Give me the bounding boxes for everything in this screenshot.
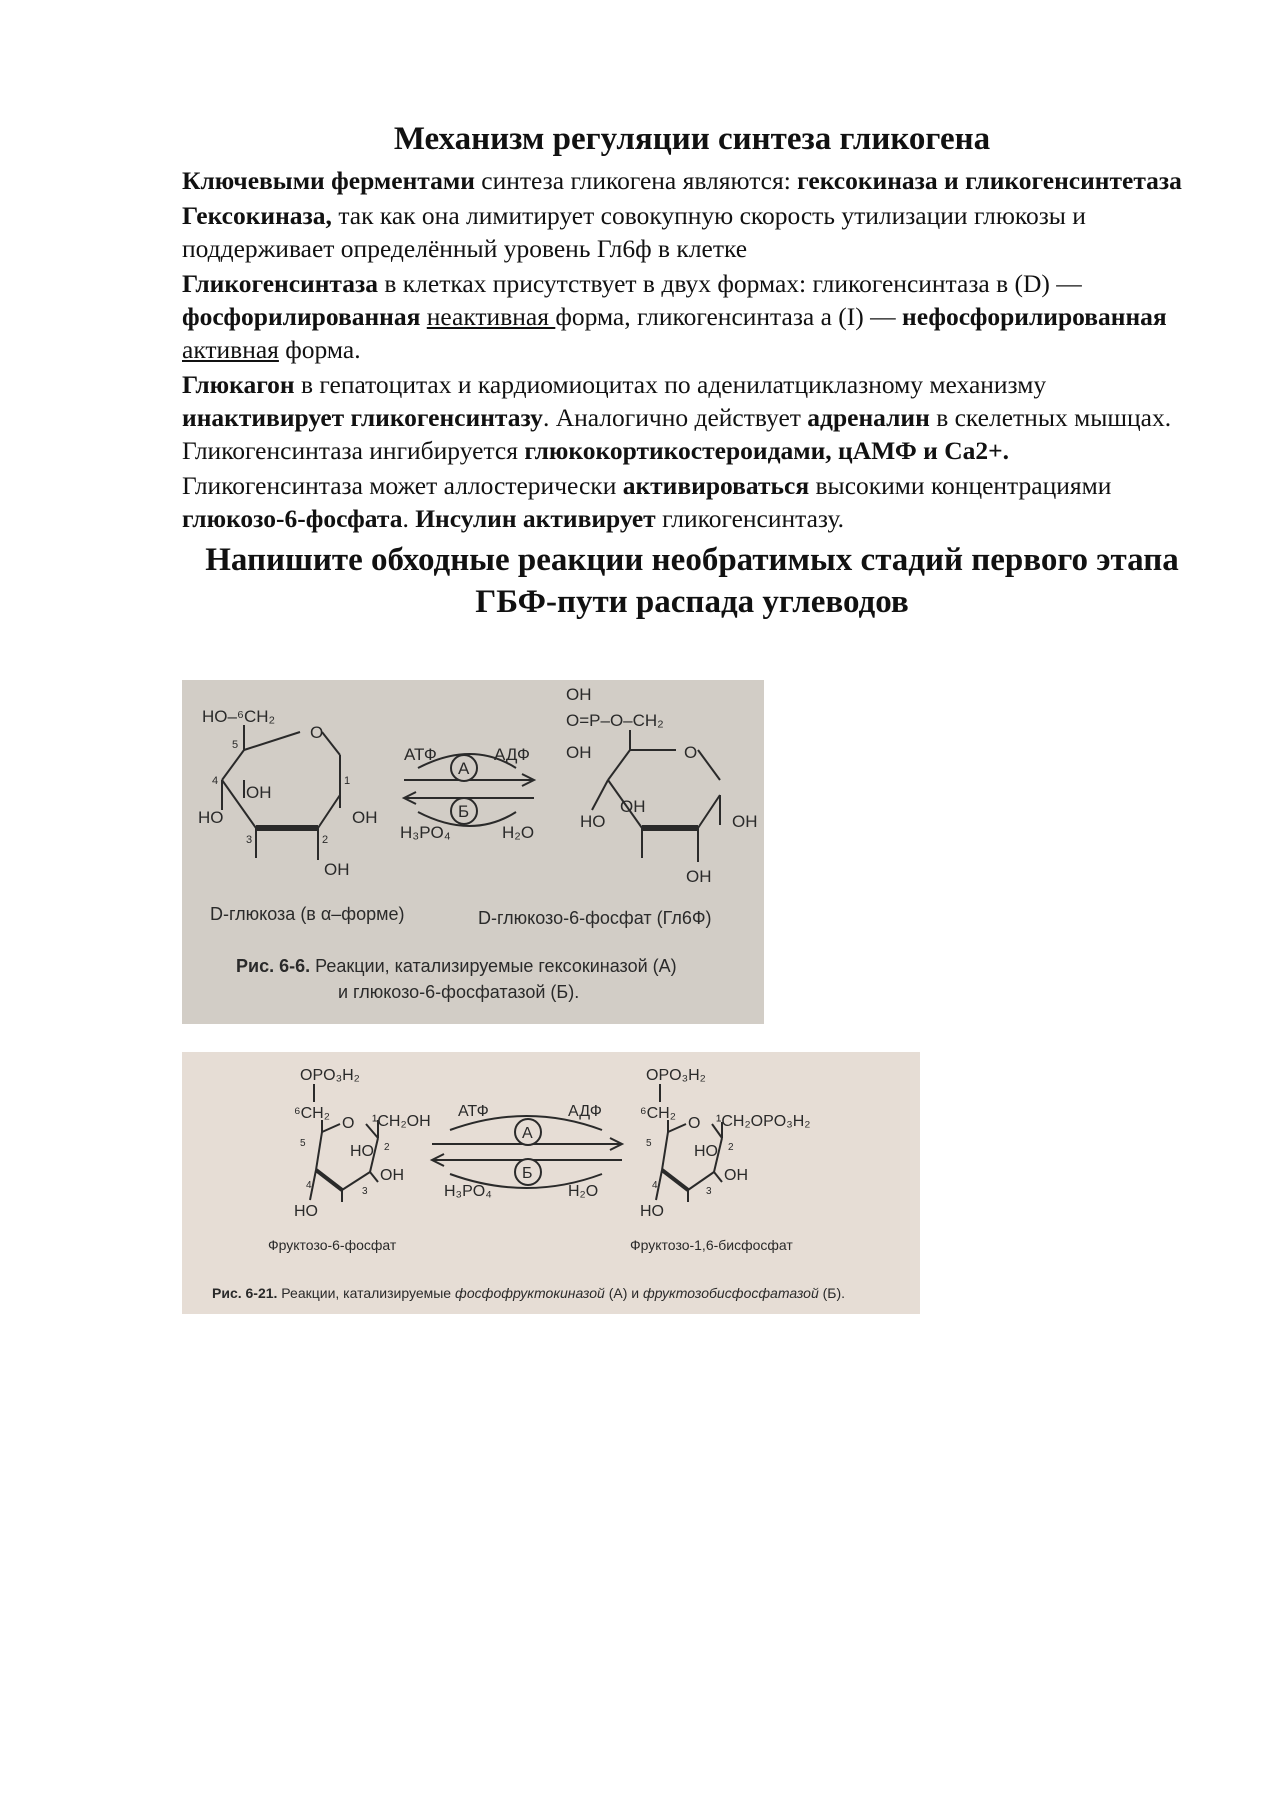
paragraph-glucagon <box>182 368 1202 467</box>
label-oh: OH <box>324 860 350 879</box>
label-oh: OH <box>686 867 712 886</box>
label-phosphate-bot: OH <box>566 743 592 762</box>
label-ho-ch2: HO–⁶CH₂ <box>202 707 276 726</box>
figure-hexokinase <box>182 680 764 1024</box>
paragraph-glycogen-synthase <box>182 267 1202 366</box>
caption-text: Реакции, катализируемые гексокиназой (А) <box>310 956 677 976</box>
bold-text: фосфорилированная <box>182 301 421 331</box>
caption-italic: фруктозобисфосфатазой <box>643 1285 819 1301</box>
bold-text: глюкозо-6-фосфата <box>182 503 403 533</box>
text: форма. <box>278 334 361 364</box>
label-ch2: ⁶CH₂ <box>640 1105 676 1122</box>
caption-text: (Б). <box>818 1285 846 1301</box>
task-heading: Напишите обходные реакции необратимых стадий первого этапа ГБФ-пути распада углеводов <box>205 541 1179 620</box>
paragraph-hexokinase <box>182 199 1202 265</box>
bold-text: активироваться <box>622 470 810 500</box>
bold-text: инактивирует гликогенсинтазу <box>182 402 543 432</box>
label-ring-o: O <box>310 723 324 742</box>
label-carbon-number: 5 <box>646 1138 652 1149</box>
label-opo3h2: OPO₃H₂ <box>646 1067 706 1084</box>
label-h3po4: H₃PO₄ <box>400 823 451 842</box>
label-ring-o: O <box>342 1115 355 1132</box>
label-adp: АДФ <box>568 1103 602 1120</box>
text: Гликогенсинтаза может аллостерически <box>182 470 623 500</box>
text: так как она лимитирует совокупную скорость утилизации глюкозы и поддерживает определённый уровень Гл6ф в клетке <box>182 200 1086 263</box>
label-oh: OH <box>620 797 646 816</box>
label-carbon-number: 2 <box>384 1142 390 1153</box>
label-carbon-number: 3 <box>706 1186 712 1197</box>
text: в гепатоцитах и кардиомиоцитах по аденилатциклазному механизму <box>294 369 1047 399</box>
label-ho: HO <box>198 808 224 827</box>
label-enzyme-b: Б <box>522 1165 533 1182</box>
text: . Аналогично действует <box>542 402 808 432</box>
label-h2o: H₂O <box>502 823 535 842</box>
label-ho: HO <box>350 1143 374 1160</box>
label-carbon-number: 5 <box>232 739 239 751</box>
caption-text: Реакции, катализируемые <box>277 1285 455 1301</box>
figure-phosphofructokinase-image <box>182 1052 920 1314</box>
label-carbon-number: 3 <box>246 834 253 846</box>
label-carbon-number: 5 <box>300 1138 306 1149</box>
label-phosphate-mid: O=P–O–CH₂ <box>566 711 664 730</box>
label-carbon-number: 3 <box>362 1186 368 1197</box>
text: форма, гликогенсинтаза а (I) — <box>555 301 903 331</box>
label-oh: OH <box>352 808 378 827</box>
label-ho: HO <box>640 1203 664 1220</box>
caption-text: (А) и <box>604 1285 643 1301</box>
figure-hexokinase-image <box>182 680 764 1024</box>
label-carbon-number: 2 <box>728 1142 734 1153</box>
label-carbon-number: 1 <box>344 775 351 787</box>
figure-caption-line2: и глюкозо-6-фосфатазой (Б). <box>338 982 580 1002</box>
text: гликогенсинтазу. <box>655 503 845 533</box>
label-adp: АДФ <box>494 745 530 764</box>
bold-text: нефосфорилированная <box>902 301 1167 331</box>
underlined-text: неактивная <box>426 301 556 331</box>
label-enzyme-a: А <box>458 759 470 778</box>
label-carbon-number: 2 <box>322 834 329 846</box>
label-ring-o: O <box>684 743 698 762</box>
label-enzyme-b: Б <box>458 802 470 821</box>
label-opo3h2: OPO₃H₂ <box>300 1067 360 1084</box>
document-body <box>182 120 1202 623</box>
label-carbon-number: 4 <box>652 1180 658 1191</box>
text: высокими концентрациями <box>809 470 1112 500</box>
label-d-glucose: D-глюкоза (в α–форме) <box>210 904 405 924</box>
text: . <box>402 503 416 533</box>
paragraph-allosteric <box>182 469 1202 535</box>
label-atp: АТФ <box>404 745 437 764</box>
label-ring-o: O <box>688 1115 701 1132</box>
label-fructose-1-6-bisphosphate: Фруктозо-1,6-бисфосфат <box>630 1237 793 1253</box>
bold-text: гексокиназа и гликогенсинтетаза <box>797 165 1182 195</box>
text: в клетках присутствует в двух формах: гликогенсинтаза в (D) — <box>378 268 1082 298</box>
figure-caption-line1 <box>236 956 677 976</box>
bold-text: Гликогенсинтаза <box>182 268 378 298</box>
caption-number: Рис. 6-6. <box>236 956 311 976</box>
bold-text: адреналин <box>807 402 930 432</box>
bold-text: Инсулин активирует <box>415 503 656 533</box>
label-atp: АТФ <box>458 1103 489 1120</box>
label-fructose-6-phosphate: Фруктозо-6-фосфат <box>268 1237 397 1253</box>
figure-caption <box>212 1285 845 1301</box>
label-ch2: ⁶CH₂ <box>294 1105 330 1122</box>
bold-text: Глюкагон <box>182 369 295 399</box>
bold-text: глюкокортикостероидами, цАМФ и Са2+. <box>524 435 1010 465</box>
label-ho: HO <box>580 812 606 831</box>
label-oh: OH <box>380 1167 404 1184</box>
label-ch2oh: ¹CH₂OH <box>372 1113 431 1130</box>
caption-number: Рис. 6-21. <box>212 1285 278 1301</box>
label-glucose-6-phosphate: D-глюкозо-6-фосфат (Гл6Ф) <box>478 908 712 928</box>
label-oh: OH <box>732 812 758 831</box>
underlined-text: активная <box>182 334 279 364</box>
text: в скелетных мышцах. Гликогенсинтаза ингибируется <box>182 402 1172 465</box>
document-title: Механизм регуляции синтеза гликогена <box>393 121 991 157</box>
figure-phosphofructokinase <box>182 1052 920 1314</box>
label-ch2opo3h2: ¹CH₂OPO₃H₂ <box>716 1113 811 1130</box>
label-ho: HO <box>294 1203 318 1220</box>
label-phosphate-top: OH <box>566 685 592 704</box>
bold-text: Ключевыми ферментами <box>182 165 475 195</box>
paragraph-key-enzymes <box>182 164 1202 197</box>
label-carbon-number: 4 <box>306 1180 312 1191</box>
label-oh: OH <box>246 783 272 802</box>
label-h3po4: H₃PO₄ <box>444 1183 492 1200</box>
label-ho: HO <box>694 1143 718 1160</box>
label-h2o: H₂O <box>568 1183 599 1200</box>
text: синтеза гликогена являются: <box>474 165 798 195</box>
label-carbon-number: 4 <box>212 775 219 787</box>
bold-text: Гексокиназа, <box>182 200 332 230</box>
caption-italic: фосфофруктокиназой <box>454 1285 605 1301</box>
label-enzyme-a: А <box>522 1125 533 1142</box>
label-oh: OH <box>724 1167 748 1184</box>
